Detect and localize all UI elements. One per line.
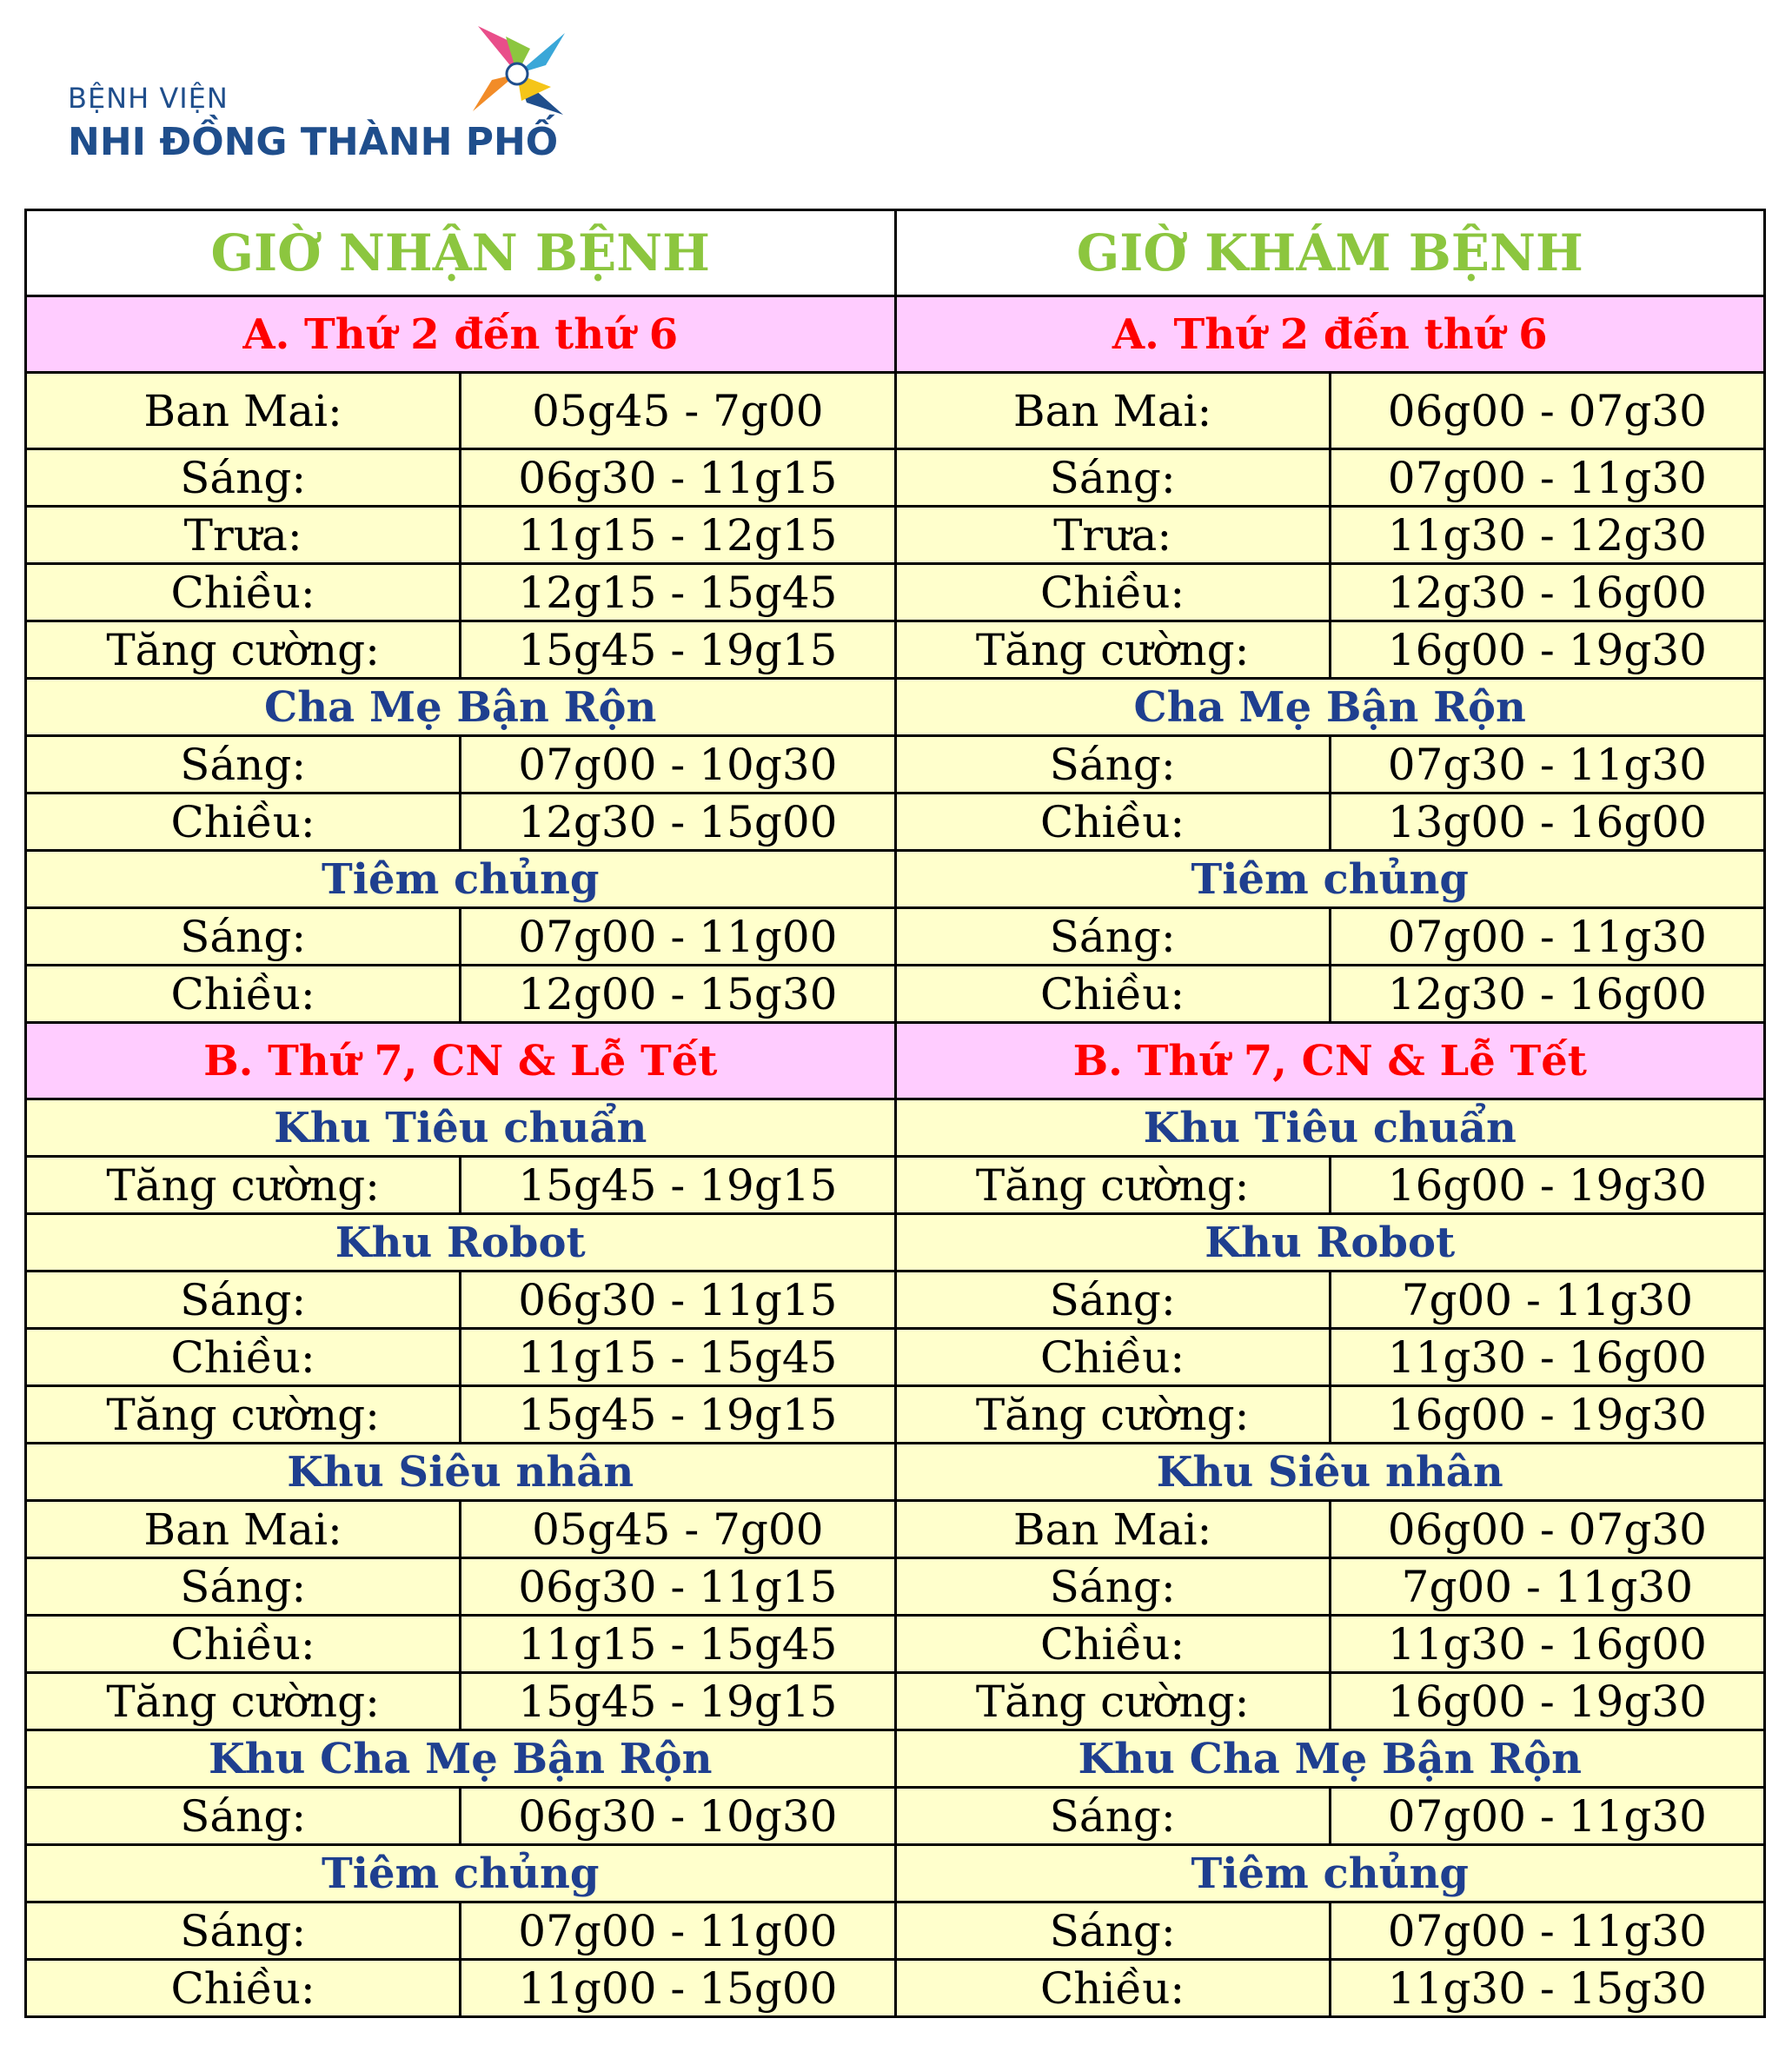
time-cell: 12g30 - 16g00 xyxy=(1330,564,1764,621)
label-cell: Sáng: xyxy=(895,736,1330,793)
section-heading-right: A. Thứ 2 đến thứ 6 xyxy=(895,296,1765,373)
subheading-left: Khu Cha Mẹ Bận Rộn xyxy=(26,1730,896,1788)
label-cell: Tăng cường: xyxy=(895,1673,1330,1730)
time-cell: 7g00 - 11g30 xyxy=(1330,1558,1764,1616)
time-cell: 11g30 - 16g00 xyxy=(1330,1329,1764,1386)
schedule-row xyxy=(26,507,1765,564)
time-cell: 11g30 - 15g30 xyxy=(1330,1960,1764,2017)
label-cell: Tăng cường: xyxy=(26,621,461,679)
label-cell: Tăng cường: xyxy=(895,621,1330,679)
time-cell: 07g00 - 10g30 xyxy=(461,736,895,793)
subheading-row xyxy=(26,1099,1765,1157)
subheading-left: Cha Mẹ Bận Rộn xyxy=(26,679,896,736)
subheading-row xyxy=(26,851,1765,908)
subheading-right: Khu Cha Mẹ Bận Rộn xyxy=(895,1730,1765,1788)
schedule-row xyxy=(26,564,1765,621)
label-cell: Sáng: xyxy=(26,1788,461,1845)
schedule-row xyxy=(26,1673,1765,1730)
time-cell: 12g15 - 15g45 xyxy=(461,564,895,621)
subheading-row xyxy=(26,679,1765,736)
label-cell: Tăng cường: xyxy=(26,1673,461,1730)
time-cell: 11g30 - 12g30 xyxy=(1330,507,1764,564)
time-cell: 11g15 - 15g45 xyxy=(461,1616,895,1673)
logo-text-line2: NHI ĐỒNG THÀNH PHỐ xyxy=(68,120,559,164)
label-cell: Trưa: xyxy=(895,507,1330,564)
label-cell: Sáng: xyxy=(895,449,1330,507)
time-cell: 11g30 - 16g00 xyxy=(1330,1616,1764,1673)
label-cell: Sáng: xyxy=(895,1902,1330,1960)
schedule-row xyxy=(26,449,1765,507)
subheading-right: Khu Tiêu chuẩn xyxy=(895,1099,1765,1157)
schedule-row xyxy=(26,1788,1765,1845)
subheading-left: Tiêm chủng xyxy=(26,851,896,908)
table-header-row xyxy=(26,210,1765,296)
hospital-logo xyxy=(68,17,589,165)
subheading-row xyxy=(26,1845,1765,1902)
label-cell: Chiều: xyxy=(895,793,1330,851)
header-exam-hours: GIỜ KHÁM BỆNH xyxy=(895,210,1765,296)
label-cell: Chiều: xyxy=(895,564,1330,621)
time-cell: 06g30 - 11g15 xyxy=(461,449,895,507)
label-cell: Ban Mai: xyxy=(895,1501,1330,1558)
label-cell: Tăng cường: xyxy=(895,1386,1330,1444)
label-cell: Sáng: xyxy=(26,1902,461,1960)
schedule-row xyxy=(26,908,1765,966)
label-cell: Ban Mai: xyxy=(26,1501,461,1558)
time-cell: 06g00 - 07g30 xyxy=(1330,1501,1764,1558)
subheading-left: Khu Tiêu chuẩn xyxy=(26,1099,896,1157)
subheading-right: Tiêm chủng xyxy=(895,851,1765,908)
time-cell: 16g00 - 19g30 xyxy=(1330,621,1764,679)
schedule-row xyxy=(26,373,1765,449)
section-heading-left: A. Thứ 2 đến thứ 6 xyxy=(26,296,896,373)
time-cell: 12g30 - 16g00 xyxy=(1330,966,1764,1023)
time-cell: 07g00 - 11g30 xyxy=(1330,1902,1764,1960)
label-cell: Sáng: xyxy=(26,1558,461,1616)
section-heading-row xyxy=(26,1023,1765,1099)
label-cell: Sáng: xyxy=(26,1272,461,1329)
time-cell: 05g45 - 7g00 xyxy=(461,373,895,449)
section-heading-row xyxy=(26,296,1765,373)
label-cell: Ban Mai: xyxy=(26,373,461,449)
label-cell: Chiều: xyxy=(26,1616,461,1673)
time-cell: 15g45 - 19g15 xyxy=(461,621,895,679)
time-cell: 16g00 - 19g30 xyxy=(1330,1157,1764,1214)
time-cell: 07g00 - 11g30 xyxy=(1330,908,1764,966)
label-cell: Chiều: xyxy=(895,1960,1330,2017)
time-cell: 11g15 - 15g45 xyxy=(461,1329,895,1386)
schedule-row xyxy=(26,793,1765,851)
subheading-left: Khu Robot xyxy=(26,1214,896,1272)
label-cell: Sáng: xyxy=(895,908,1330,966)
label-cell: Sáng: xyxy=(895,1788,1330,1845)
schedule-row xyxy=(26,1157,1765,1214)
time-cell: 11g15 - 12g15 xyxy=(461,507,895,564)
subheading-row xyxy=(26,1730,1765,1788)
time-cell: 15g45 - 19g15 xyxy=(461,1157,895,1214)
schedule-row xyxy=(26,1902,1765,1960)
time-cell: 12g00 - 15g30 xyxy=(461,966,895,1023)
pinwheel-logo-icon xyxy=(461,17,574,130)
label-cell: Ban Mai: xyxy=(895,373,1330,449)
schedule-row xyxy=(26,1960,1765,2017)
label-cell: Sáng: xyxy=(895,1558,1330,1616)
label-cell: Chiều: xyxy=(895,1616,1330,1673)
time-cell: 06g00 - 07g30 xyxy=(1330,373,1764,449)
label-cell: Chiều: xyxy=(26,564,461,621)
time-cell: 11g00 - 15g00 xyxy=(461,1960,895,2017)
time-cell: 07g00 - 11g30 xyxy=(1330,449,1764,507)
label-cell: Chiều: xyxy=(895,1329,1330,1386)
subheading-left: Tiêm chủng xyxy=(26,1845,896,1902)
section-heading-left: B. Thứ 7, CN & Lễ Tết xyxy=(26,1023,896,1099)
label-cell: Tăng cường: xyxy=(26,1386,461,1444)
time-cell: 12g30 - 15g00 xyxy=(461,793,895,851)
time-cell: 13g00 - 16g00 xyxy=(1330,793,1764,851)
time-cell: 06g30 - 11g15 xyxy=(461,1272,895,1329)
schedule-row xyxy=(26,1386,1765,1444)
time-cell: 07g00 - 11g30 xyxy=(1330,1788,1764,1845)
schedule-row xyxy=(26,1272,1765,1329)
subheading-row xyxy=(26,1444,1765,1501)
subheading-right: Tiêm chủng xyxy=(895,1845,1765,1902)
subheading-right: Khu Robot xyxy=(895,1214,1765,1272)
label-cell: Tăng cường: xyxy=(26,1157,461,1214)
label-cell: Chiều: xyxy=(895,966,1330,1023)
time-cell: 07g00 - 11g00 xyxy=(461,908,895,966)
time-cell: 07g00 - 11g00 xyxy=(461,1902,895,1960)
label-cell: Sáng: xyxy=(26,449,461,507)
logo-text-line1: BỆNH VIỆN xyxy=(68,82,229,115)
subheading-right: Khu Siêu nhân xyxy=(895,1444,1765,1501)
time-cell: 06g30 - 11g15 xyxy=(461,1558,895,1616)
schedule-row xyxy=(26,736,1765,793)
time-cell: 15g45 - 19g15 xyxy=(461,1673,895,1730)
label-cell: Chiều: xyxy=(26,1960,461,2017)
subheading-row xyxy=(26,1214,1765,1272)
time-cell: 16g00 - 19g30 xyxy=(1330,1673,1764,1730)
time-cell: 06g30 - 10g30 xyxy=(461,1788,895,1845)
schedule-row xyxy=(26,1616,1765,1673)
schedule-row xyxy=(26,966,1765,1023)
time-cell: 7g00 - 11g30 xyxy=(1330,1272,1764,1329)
time-cell: 07g30 - 11g30 xyxy=(1330,736,1764,793)
schedule-row xyxy=(26,621,1765,679)
label-cell: Sáng: xyxy=(26,908,461,966)
schedule-table xyxy=(24,209,1766,2018)
schedule-row xyxy=(26,1558,1765,1616)
schedule-row xyxy=(26,1501,1765,1558)
header-reception-hours: GIỜ NHẬN BỆNH xyxy=(26,210,896,296)
label-cell: Sáng: xyxy=(895,1272,1330,1329)
label-cell: Chiều: xyxy=(26,966,461,1023)
time-cell: 05g45 - 7g00 xyxy=(461,1501,895,1558)
time-cell: 15g45 - 19g15 xyxy=(461,1386,895,1444)
subheading-right: Cha Mẹ Bận Rộn xyxy=(895,679,1765,736)
schedule-row xyxy=(26,1329,1765,1386)
label-cell: Chiều: xyxy=(26,793,461,851)
label-cell: Sáng: xyxy=(26,736,461,793)
subheading-left: Khu Siêu nhân xyxy=(26,1444,896,1501)
time-cell: 16g00 - 19g30 xyxy=(1330,1386,1764,1444)
label-cell: Tăng cường: xyxy=(895,1157,1330,1214)
label-cell: Chiều: xyxy=(26,1329,461,1386)
label-cell: Trưa: xyxy=(26,507,461,564)
section-heading-right: B. Thứ 7, CN & Lễ Tết xyxy=(895,1023,1765,1099)
